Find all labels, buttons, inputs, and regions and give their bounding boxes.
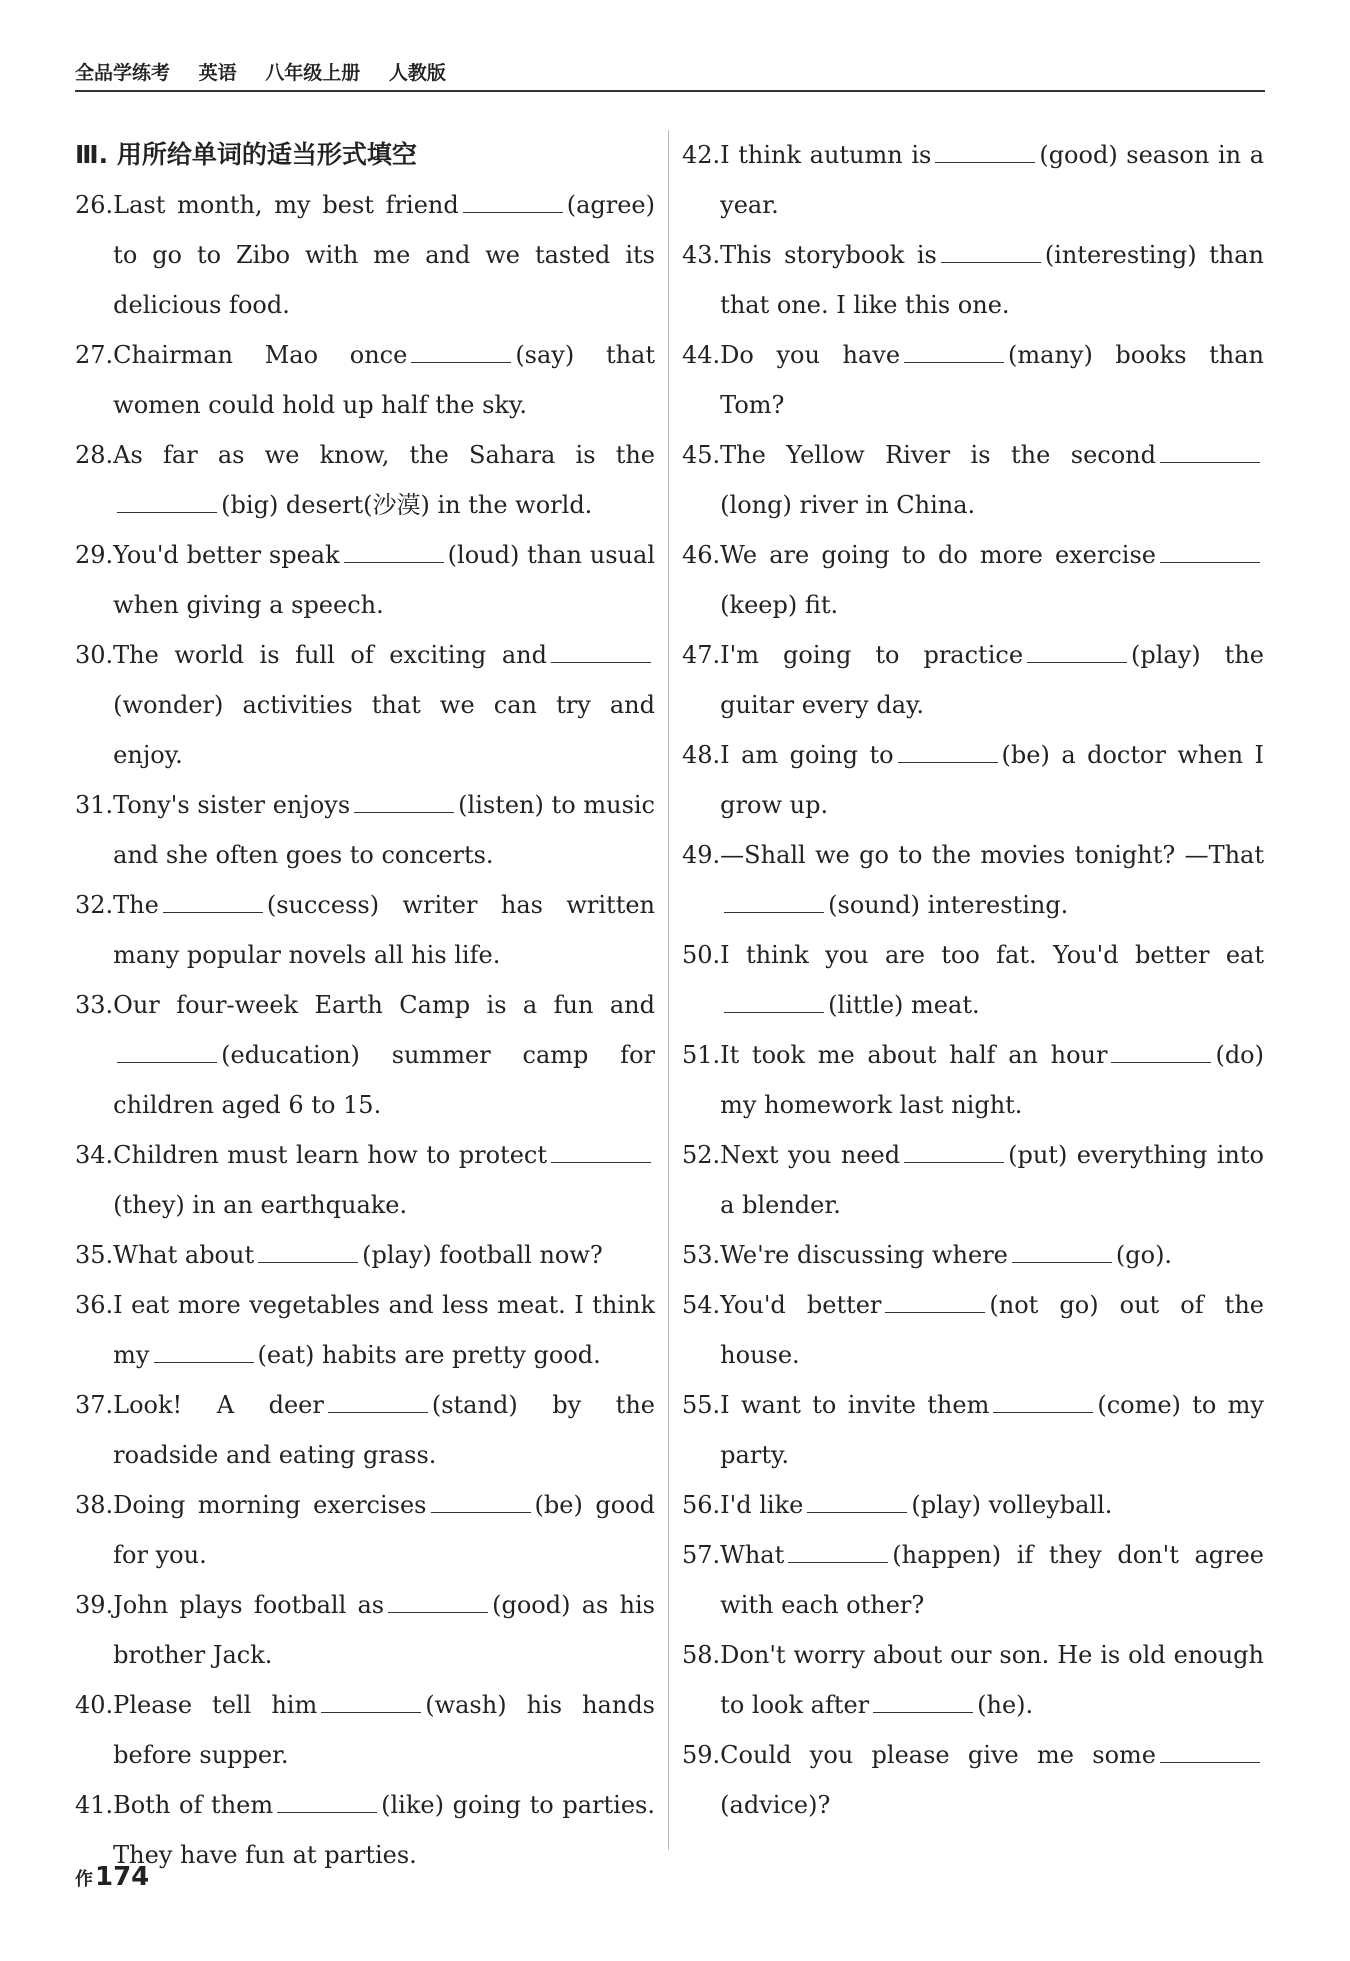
- question-item: [75, 630, 655, 780]
- question-text: [113, 1130, 655, 1230]
- brand-name: 全品学练考: [75, 62, 171, 84]
- answer-blank[interactable]: [328, 1386, 428, 1413]
- question-item: [682, 1130, 1264, 1230]
- answer-blank[interactable]: [551, 636, 651, 663]
- question-text: [720, 830, 1264, 930]
- answer-blank[interactable]: [788, 1536, 888, 1563]
- question-text-after: (happen) if they don't agree with each other?: [720, 1541, 1264, 1619]
- question-text-before: Next you need: [720, 1141, 901, 1169]
- question-text-before: Last month, my best friend: [113, 191, 459, 219]
- question-text-after: (stand) by the roadside and eating grass.: [113, 1391, 655, 1469]
- answer-blank[interactable]: [885, 1286, 985, 1313]
- question-text: [113, 180, 655, 330]
- answer-blank[interactable]: [1160, 536, 1260, 563]
- question-item: [75, 1130, 655, 1230]
- question-item: [75, 780, 655, 880]
- right-column: [682, 130, 1264, 1830]
- question-item: [75, 1280, 655, 1380]
- column-divider: [668, 130, 669, 1850]
- question-text-after: (big) desert(沙漠) in the world.: [221, 491, 593, 519]
- section-title: Ⅲ. 用所给单词的适当形式填空: [75, 140, 417, 169]
- question-text-before: I think you are too fat. You'd better eat: [720, 941, 1264, 969]
- question-item: [75, 180, 655, 330]
- question-number: 47.: [682, 641, 721, 669]
- question-number: 58.: [682, 1641, 721, 1669]
- question-text: [720, 1480, 1264, 1530]
- question-item: [682, 1280, 1264, 1380]
- question-item: [682, 230, 1264, 330]
- question-text: [113, 1280, 655, 1380]
- question-text-before: Could you please give me some: [720, 1741, 1156, 1769]
- question-text-after: (wash) his hands before supper.: [113, 1691, 655, 1769]
- question-item: [75, 1230, 655, 1280]
- question-number: 52.: [682, 1141, 721, 1169]
- question-text-after: (interesting) than that one. I like this one.: [720, 241, 1264, 319]
- answer-blank[interactable]: [935, 136, 1035, 163]
- question-item: [682, 430, 1264, 530]
- question-number: 56.: [682, 1491, 721, 1519]
- question-item: [75, 980, 655, 1130]
- question-text-after: (agree) to go to Zibo with me and we tasted its delicious food.: [113, 191, 655, 319]
- question-text: [720, 330, 1264, 430]
- question-number: 41.: [75, 1791, 114, 1819]
- question-text-before: You'd better: [720, 1291, 882, 1319]
- question-text: [720, 1530, 1264, 1630]
- question-text: [720, 1230, 1264, 1280]
- question-text-after: (advice)?: [720, 1791, 831, 1819]
- answer-blank[interactable]: [551, 1136, 651, 1163]
- question-item: [75, 880, 655, 980]
- question-number: 37.: [75, 1391, 114, 1419]
- question-item: [75, 530, 655, 630]
- question-number: 40.: [75, 1691, 114, 1719]
- question-text: [720, 1630, 1264, 1730]
- question-number: 32.: [75, 891, 114, 919]
- question-text: [113, 630, 655, 780]
- question-text: [113, 1680, 655, 1780]
- question-number: 26.: [75, 191, 114, 219]
- question-text: [720, 230, 1264, 330]
- question-number: 55.: [682, 1391, 721, 1419]
- question-text-after: (education) summer camp for children aged 6 to 15.: [113, 1041, 655, 1119]
- question-item: [682, 630, 1264, 730]
- question-item: [682, 1730, 1264, 1830]
- question-number: 33.: [75, 991, 114, 1019]
- answer-blank[interactable]: [117, 486, 217, 513]
- question-text-after: (play) volleyball.: [911, 1491, 1113, 1519]
- question-text-before: This storybook is: [720, 241, 937, 269]
- question-text-before: Children must learn how to protect: [113, 1141, 547, 1169]
- question-text-after: (eat) habits are pretty good.: [257, 1341, 601, 1369]
- question-text-before: What about: [113, 1241, 255, 1269]
- question-item: [75, 330, 655, 430]
- question-text-before: The: [113, 891, 159, 919]
- question-text-after: (he).: [977, 1691, 1034, 1719]
- question-item: [682, 930, 1264, 1030]
- answer-blank[interactable]: [154, 1336, 254, 1363]
- question-text-after: (put) everything into a blender.: [720, 1141, 1264, 1219]
- answer-blank[interactable]: [354, 786, 454, 813]
- left-question-list: [75, 180, 655, 1880]
- answer-blank[interactable]: [1111, 1036, 1211, 1063]
- question-number: 39.: [75, 1591, 114, 1619]
- question-text-before: I think autumn is: [720, 141, 932, 169]
- answer-blank[interactable]: [1160, 1736, 1260, 1763]
- question-text-before: The world is full of exciting and: [113, 641, 547, 669]
- answer-blank[interactable]: [873, 1686, 973, 1713]
- question-text: [113, 1230, 655, 1280]
- question-text-after: (long) river in China.: [720, 491, 976, 519]
- question-text-after: (do) my homework last night.: [720, 1041, 1264, 1119]
- question-text: [113, 1380, 655, 1480]
- question-number: 34.: [75, 1141, 114, 1169]
- question-number: 36.: [75, 1291, 114, 1319]
- question-item: [75, 1780, 655, 1880]
- question-item: [682, 1380, 1264, 1480]
- question-text-before: Doing morning exercises: [113, 1491, 427, 1519]
- question-text: [720, 1030, 1264, 1130]
- question-text-before: As far as we know, the Sahara is the: [113, 441, 655, 469]
- answer-blank[interactable]: [258, 1236, 358, 1263]
- question-item: [682, 1230, 1264, 1280]
- question-text-after: (say) that women could hold up half the sky.: [113, 341, 655, 419]
- question-number: 53.: [682, 1241, 721, 1269]
- answer-blank[interactable]: [344, 536, 444, 563]
- question-text-before: I eat more vegetables and less meat. I think my: [113, 1291, 655, 1369]
- question-number: 43.: [682, 241, 721, 269]
- question-item: [682, 330, 1264, 430]
- question-number: 51.: [682, 1041, 721, 1069]
- question-text: [720, 1280, 1264, 1380]
- header-divider: [75, 90, 1265, 92]
- page-header: [75, 58, 468, 85]
- question-text-after: (good) season in a year.: [720, 141, 1264, 219]
- answer-blank[interactable]: [321, 1686, 421, 1713]
- question-text-before: We are going to do more exercise: [720, 541, 1156, 569]
- question-number: 42.: [682, 141, 721, 169]
- question-text-after: (loud) than usual when giving a speech.: [113, 541, 655, 619]
- question-number: 48.: [682, 741, 721, 769]
- answer-blank[interactable]: [898, 736, 998, 763]
- question-text-after: (wonder) activities that we can try and enjoy.: [113, 691, 655, 769]
- question-item: [75, 1580, 655, 1680]
- question-text-before: Chairman Mao once: [113, 341, 408, 369]
- question-text-before: I am going to: [720, 741, 894, 769]
- question-text-before: Our four-week Earth Camp is a fun and: [113, 991, 655, 1019]
- question-text: [720, 430, 1264, 530]
- answer-blank[interactable]: [904, 1136, 1004, 1163]
- question-text-after: (they) in an earthquake.: [113, 1191, 408, 1219]
- question-text: [720, 1130, 1264, 1230]
- answer-blank[interactable]: [117, 1036, 217, 1063]
- question-text-after: (like) going to parties. They have fun at parties.: [113, 1791, 656, 1869]
- grade-label: 八年级上册: [265, 62, 361, 84]
- answer-blank[interactable]: [463, 186, 563, 213]
- answer-blank[interactable]: [388, 1586, 488, 1613]
- answer-blank[interactable]: [1160, 436, 1260, 463]
- question-text-before: We're discussing where: [720, 1241, 1008, 1269]
- question-text: [113, 880, 655, 980]
- page-number: 174: [95, 1862, 150, 1892]
- question-text-before: Tony's sister enjoys: [113, 791, 351, 819]
- question-item: [75, 430, 655, 530]
- question-text: [720, 530, 1264, 630]
- question-number: 49.: [682, 841, 721, 869]
- question-text: [113, 1580, 655, 1680]
- footer-prefix: 作: [75, 1869, 93, 1890]
- question-number: 28.: [75, 441, 114, 469]
- answer-blank[interactable]: [993, 1386, 1093, 1413]
- question-text: [720, 930, 1264, 1030]
- answer-blank[interactable]: [431, 1486, 531, 1513]
- question-number: 38.: [75, 1491, 114, 1519]
- question-text: [113, 330, 655, 430]
- question-text: [720, 130, 1264, 230]
- question-text-after: (little) meat.: [828, 991, 980, 1019]
- question-item: [75, 1480, 655, 1580]
- question-text-before: Both of them: [113, 1791, 274, 1819]
- question-text-before: It took me about half an hour: [720, 1041, 1108, 1069]
- question-number: 57.: [682, 1541, 721, 1569]
- question-number: 31.: [75, 791, 114, 819]
- page-footer: [75, 1862, 149, 1892]
- answer-blank[interactable]: [163, 886, 263, 913]
- answer-blank[interactable]: [724, 986, 824, 1013]
- question-text-after: (keep) fit.: [720, 591, 839, 619]
- question-number: 27.: [75, 341, 114, 369]
- question-text: [720, 630, 1264, 730]
- answer-blank[interactable]: [411, 336, 511, 363]
- question-text-before: The Yellow River is the second: [720, 441, 1156, 469]
- answer-blank[interactable]: [724, 886, 824, 913]
- question-item: [682, 130, 1264, 230]
- question-text: [720, 1730, 1264, 1830]
- question-text-before: I'm going to practice: [720, 641, 1024, 669]
- question-item: [682, 1030, 1264, 1130]
- question-text-before: —Shall we go to the movies tonight? —That: [720, 841, 1264, 869]
- question-number: 54.: [682, 1291, 721, 1319]
- answer-blank[interactable]: [277, 1786, 377, 1813]
- question-text: [113, 530, 655, 630]
- question-text-after: (many) books than Tom?: [720, 341, 1264, 419]
- question-number: 59.: [682, 1741, 721, 1769]
- question-text-after: (come) to my party.: [720, 1391, 1264, 1469]
- question-item: [682, 1630, 1264, 1730]
- answer-blank[interactable]: [1012, 1236, 1112, 1263]
- question-item: [682, 1530, 1264, 1630]
- question-number: 45.: [682, 441, 721, 469]
- question-text: [113, 1480, 655, 1580]
- question-item: [75, 1680, 655, 1780]
- question-text-after: (sound) interesting.: [828, 891, 1069, 919]
- question-text-before: You'd better speak: [113, 541, 340, 569]
- edition-label: 人教版: [388, 62, 446, 84]
- question-text-before: Do you have: [720, 341, 901, 369]
- question-number: 35.: [75, 1241, 114, 1269]
- question-number: 50.: [682, 941, 721, 969]
- question-number: 29.: [75, 541, 114, 569]
- subject-label: 英语: [198, 62, 237, 84]
- question-text-before: Please tell him: [113, 1691, 318, 1719]
- question-text-after: (play) football now?: [362, 1241, 603, 1269]
- question-text: [113, 1780, 655, 1880]
- question-text-after: (not go) out of the house.: [720, 1291, 1264, 1369]
- question-text-after: (good) as his brother Jack.: [113, 1591, 655, 1669]
- question-item: [682, 730, 1264, 830]
- question-text: [720, 730, 1264, 830]
- question-item: [682, 1480, 1264, 1530]
- question-text: [720, 1380, 1264, 1480]
- question-text-after: (be) good for you.: [113, 1491, 656, 1569]
- question-text: [113, 430, 655, 530]
- answer-blank[interactable]: [807, 1486, 907, 1513]
- question-text-before: I'd like: [720, 1491, 804, 1519]
- question-text: [113, 780, 655, 880]
- question-text-before: John plays football as: [113, 1591, 385, 1619]
- question-text-after: (listen) to music and she often goes to concerts.: [113, 791, 655, 869]
- right-question-list: [682, 130, 1264, 1830]
- question-text-after: (go).: [1115, 1241, 1173, 1269]
- question-text-before: Don't worry about our son. He is old enough to look after: [720, 1641, 1264, 1719]
- question-text: [113, 980, 655, 1130]
- question-number: 44.: [682, 341, 721, 369]
- question-item: [682, 530, 1264, 630]
- question-text-before: I want to invite them: [720, 1391, 990, 1419]
- question-text-after: (success) writer has written many popular novels all his life.: [113, 891, 655, 969]
- answer-blank[interactable]: [941, 236, 1041, 263]
- question-text-before: Look! A deer: [113, 1391, 324, 1419]
- question-text-after: (play) the guitar every day.: [720, 641, 1264, 719]
- question-number: 46.: [682, 541, 721, 569]
- answer-blank[interactable]: [1027, 636, 1127, 663]
- answer-blank[interactable]: [904, 336, 1004, 363]
- question-number: 30.: [75, 641, 114, 669]
- question-item: [75, 1380, 655, 1480]
- question-item: [682, 830, 1264, 930]
- left-column: [75, 130, 655, 1880]
- question-text-before: What: [720, 1541, 785, 1569]
- question-text-after: (be) a doctor when I grow up.: [720, 741, 1264, 819]
